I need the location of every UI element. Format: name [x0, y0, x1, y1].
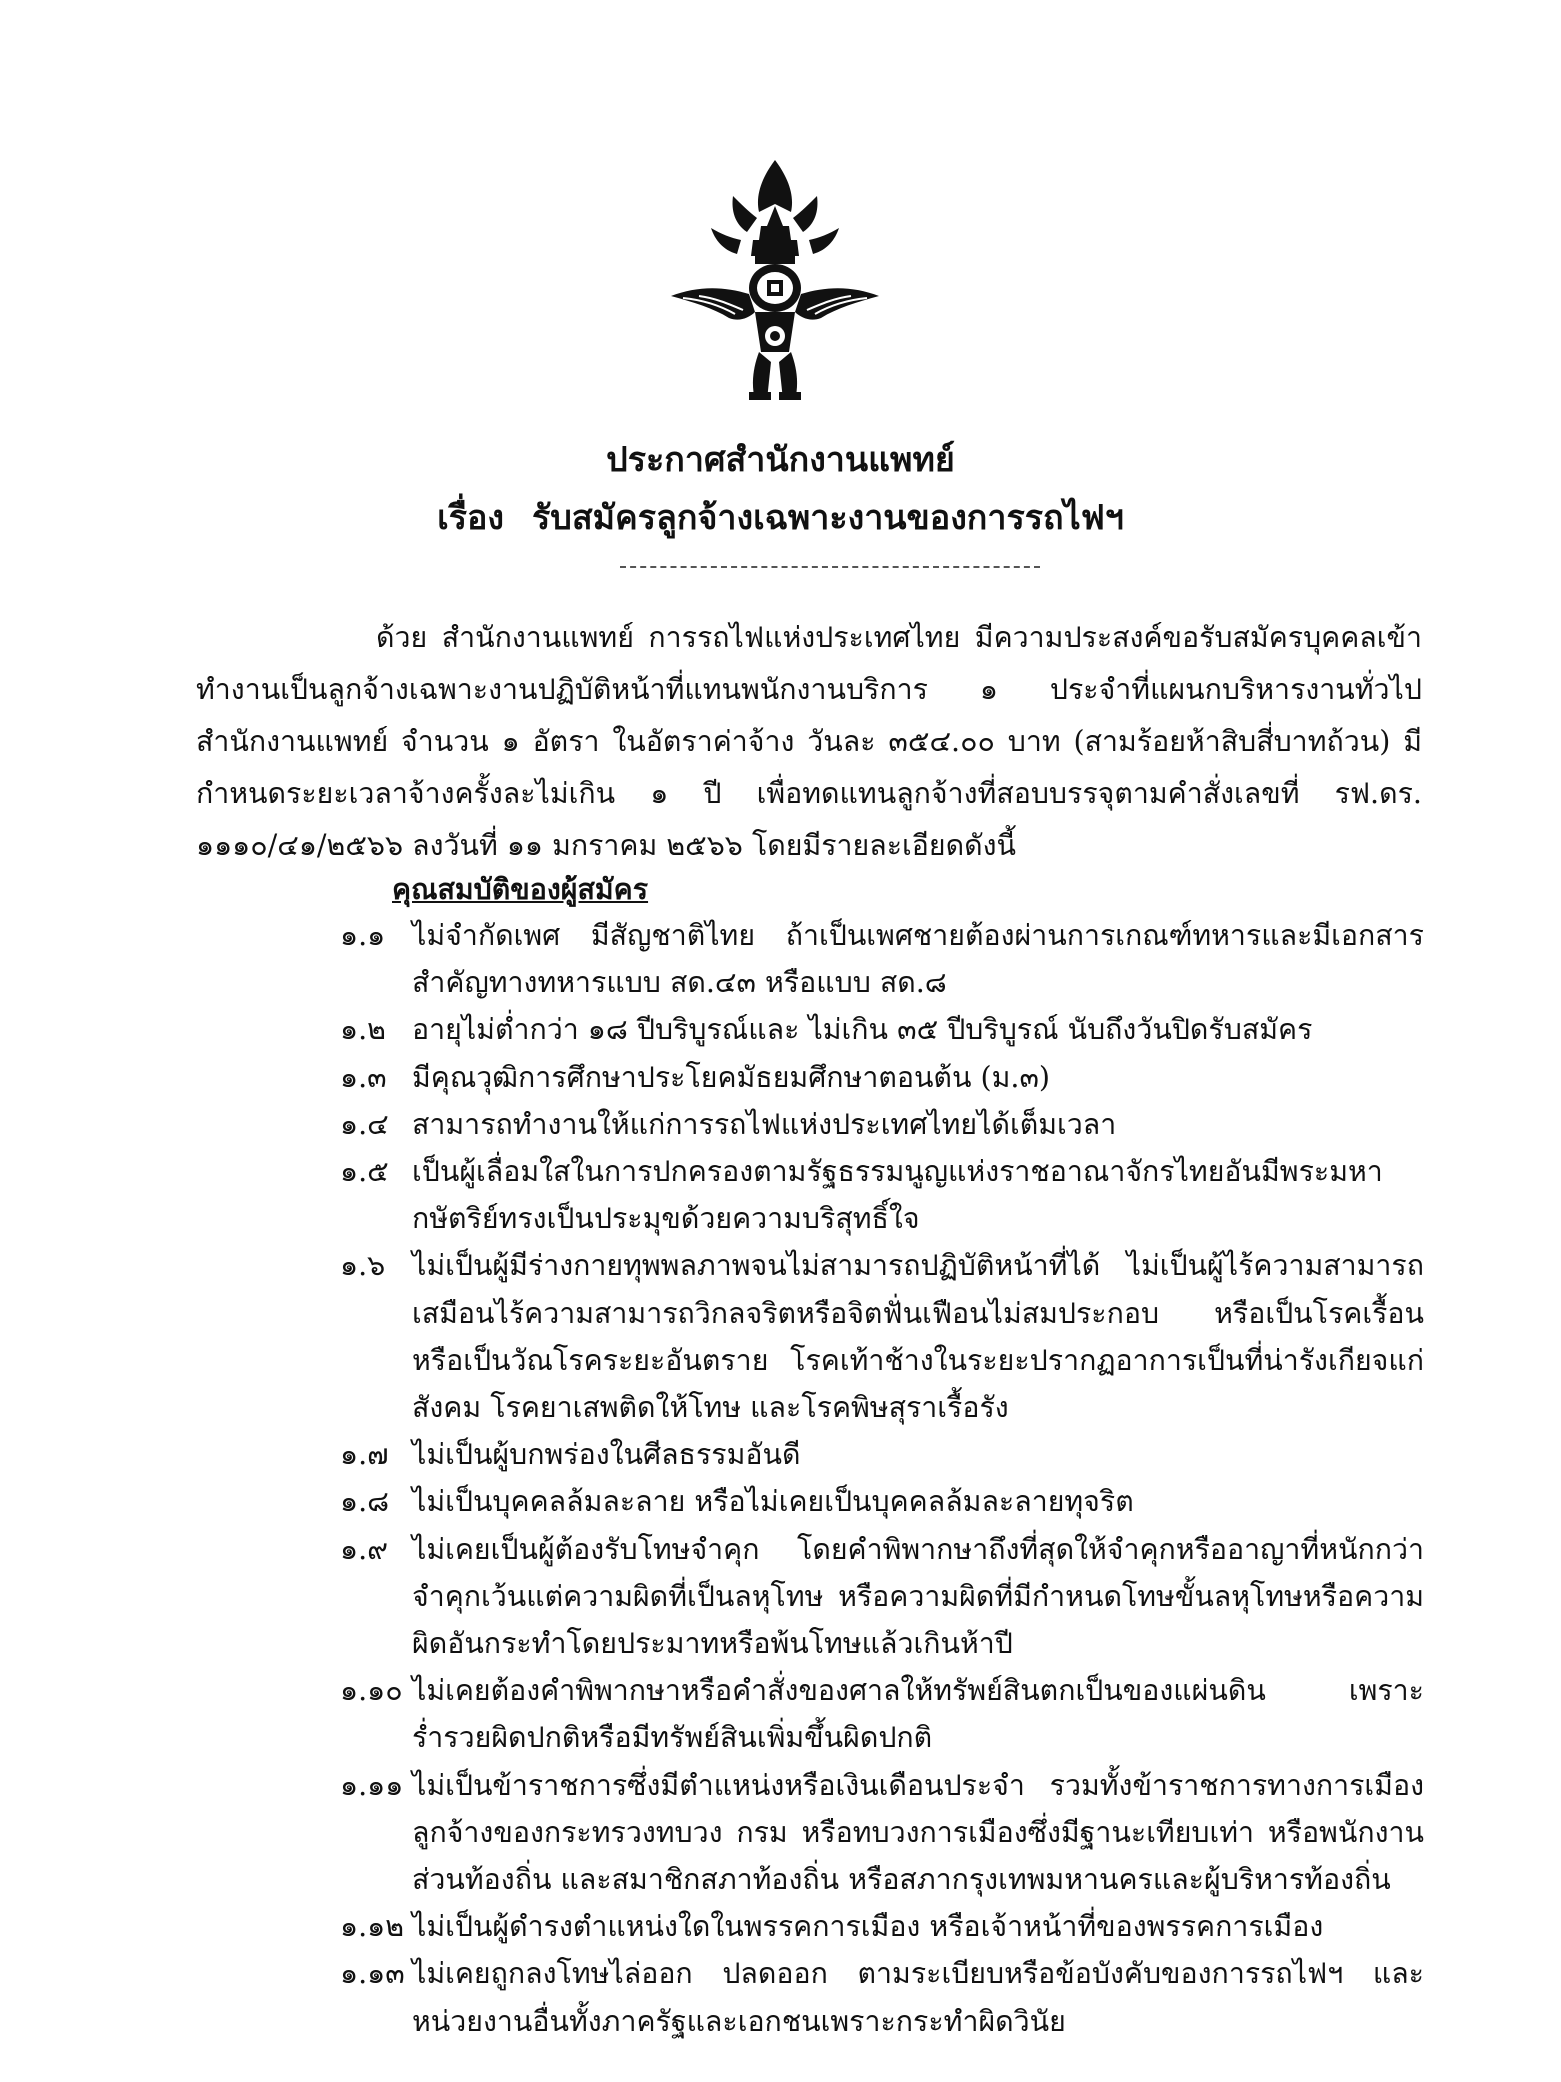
item-text: ไม่เคยต้องคำพิพากษาหรือคำสั่งของศาลให้ทรัพย์สินตกเป็นของแผ่นดิน เพราะร่ำรวยผิดปกติหรือมีทรัพย์สินเพิ่มขึ้นผิดปกติ	[412, 1674, 1424, 1755]
item-text: ไม่จำกัดเพศ มีสัญชาติไทย ถ้าเป็นเพศชายต้องผ่านการเกณฑ์ทหารและมีเอกสารสำคัญทางทหารแบบ สด.๔๓ หรือแบบ สด.๘	[412, 919, 1424, 1000]
item-text: ไม่เป็นผู้บกพร่องในศีลธรรมอันดี	[412, 1438, 801, 1472]
list-item	[340, 1903, 1424, 1950]
item-number: ๑.๑๐	[340, 1674, 403, 1708]
item-number: ๑.๑	[340, 919, 386, 952]
qualifications-heading: คุณสมบัติของผู้สมัคร	[392, 872, 649, 906]
list-item	[340, 1242, 1424, 1431]
item-number: ๑.๙	[340, 1532, 389, 1566]
subject-label: เรื่อง	[437, 498, 505, 538]
srt-emblem-icon	[663, 156, 887, 406]
item-text: อายุไม่ต่ำกว่า ๑๘ ปีบริบูรณ์และ ไม่เกิน ๓๕ ปีบริบูรณ์ นับถึงวันปิดรับสมัคร	[412, 1013, 1313, 1047]
list-item	[340, 1054, 1424, 1101]
title-separator	[620, 566, 1040, 568]
qualifications-list	[340, 912, 1424, 2045]
item-text: ไม่เป็นผู้ดำรงตำแหน่งใดในพรรคการเมือง หรือเจ้าหน้าที่ของพรรคการเมือง	[412, 1910, 1324, 1944]
list-item	[340, 1006, 1424, 1053]
list-item	[340, 1526, 1424, 1668]
item-text: เป็นผู้เลื่อมใสในการปกครองตามรัฐธรรมนูญแห่งราชอาณาจักรไทยอันมีพระมหากษัตริย์ทรงเป็นประมุขด้วยความบริสุทธิ์ใจ	[412, 1155, 1383, 1236]
item-number: ๑.๑๓	[340, 1957, 405, 1991]
item-text: สามารถทำงานให้แก่การรถไฟแห่งประเทศไทยได้เต็มเวลา	[412, 1107, 1117, 1141]
intro-paragraph: ด้วย สำนักงานแพทย์ การรถไฟแห่งประเทศไทย มีความประสงค์ขอรับสมัครบุคคลเข้าทำงานเป็นลูกจ้างเฉพาะงานปฏิบัติหน้าที่แทนพนักงานบริการ ๑ ประจำที่แผนกบริหารงานทั่วไป สำนักงานแพทย์ จำนวน ๑ อัตรา ในอัตราค่าจ้าง วันละ ๓๕๔.๐๐ บาท (สามร้อยห้าสิบสี่บาทถ้วน) มีกำหนดระยะเวลาจ้างครั้งละไม่เกิน ๑ ปี เพื่อทดแทนลูกจ้างที่สอบบรรจุตามคำสั่งเลขที่ รฟ.ดร. ๑๑๑๐/๔๑/๒๕๖๖ ลงวันที่ ๑๑ มกราคม ๒๕๖๖ โดยมีรายละเอียดดังนี้	[196, 621, 1422, 862]
item-text: ไม่เคยเป็นผู้ต้องรับโทษจำคุก โดยคำพิพากษาถึงที่สุดให้จำคุกหรืออาญาที่หนักกว่าจำคุกเว้นแต่ความผิดที่เป็นลหุโทษ หรือความผิดที่มีกำหนดโทษขั้นลหุโทษหรือความผิดอันกระทำโดยประมาทหรือพ้นโทษแล้วเกินห้าปี	[412, 1532, 1424, 1661]
item-number: ๑.๘	[340, 1485, 390, 1519]
announcement-title: ประกาศสำนักงานแพทย์	[606, 440, 955, 480]
item-number: ๑.๔	[340, 1107, 389, 1141]
item-text: ไม่เป็นผู้มีร่างกายทุพพลภาพจนไม่สามารถปฏิบัติหน้าที่ได้ ไม่เป็นผู้ไร้ความสามารถ เสมือนไร้ความสามารถวิกลจริตหรือจิตฟั่นเฟือนไม่สมประกอบ หรือเป็นโรคเรื้อน หรือเป็นวัณโรคระยะอันตราย โรคเท้าช้างในระยะปรากฏอาการเป็นที่น่ารังเกียจแก่สังคม โรคยาเสพติดให้โทษ และโรคพิษสุราเรื้อรัง	[412, 1249, 1424, 1425]
item-number: ๑.๑๑	[340, 1768, 404, 1802]
list-item	[340, 912, 1424, 1006]
announcement-subject	[0, 493, 1561, 543]
list-item	[340, 1431, 1424, 1478]
item-text: ไม่เป็นข้าราชการซึ่งมีตำแหน่งหรือเงินเดือนประจำ รวมทั้งข้าราชการทางการเมืองลูกจ้างของกระทรวงทบวง กรม หรือทบวงการเมืองซึ่งมีฐานะเทียบเท่า หรือพนักงานส่วนท้องถิ่น และสมาชิกสภาท้องถิ่น หรือสภากรุงเทพมหานครและผู้บริหารท้องถิ่น	[412, 1768, 1424, 1897]
item-number: ๑.๒	[340, 1013, 386, 1047]
subject-text: รับสมัครลูกจ้างเฉพาะงานของการรถไฟฯ	[532, 498, 1124, 538]
item-number: ๑.๗	[340, 1438, 389, 1472]
item-text: มีคุณวุฒิการศึกษาประโยคมัธยมศึกษาตอนต้น (ม.๓)	[412, 1060, 1051, 1094]
list-item	[340, 1667, 1424, 1761]
item-text: ไม่เคยถูกลงโทษไล่ออก ปลดออก ตามระเบียบหรือข้อบังคับของการรถไฟฯ และหน่วยงานอื่นทั้งภาครัฐและเอกชนเพราะกระทำผิดวินัย	[412, 1957, 1424, 2038]
list-item	[340, 1762, 1424, 1904]
item-number: ๑.๓	[340, 1060, 387, 1094]
list-item	[340, 1478, 1424, 1525]
item-number: ๑.๕	[340, 1155, 389, 1189]
item-number: ๑.๖	[340, 1249, 386, 1283]
item-number: ๑.๑๒	[340, 1910, 405, 1944]
list-item	[340, 1950, 1424, 2044]
item-text: ไม่เป็นบุคคลล้มละลาย หรือไม่เคยเป็นบุคคลล้มละลายทุจริต	[412, 1485, 1134, 1519]
list-item	[340, 1148, 1424, 1242]
list-item	[340, 1101, 1424, 1148]
